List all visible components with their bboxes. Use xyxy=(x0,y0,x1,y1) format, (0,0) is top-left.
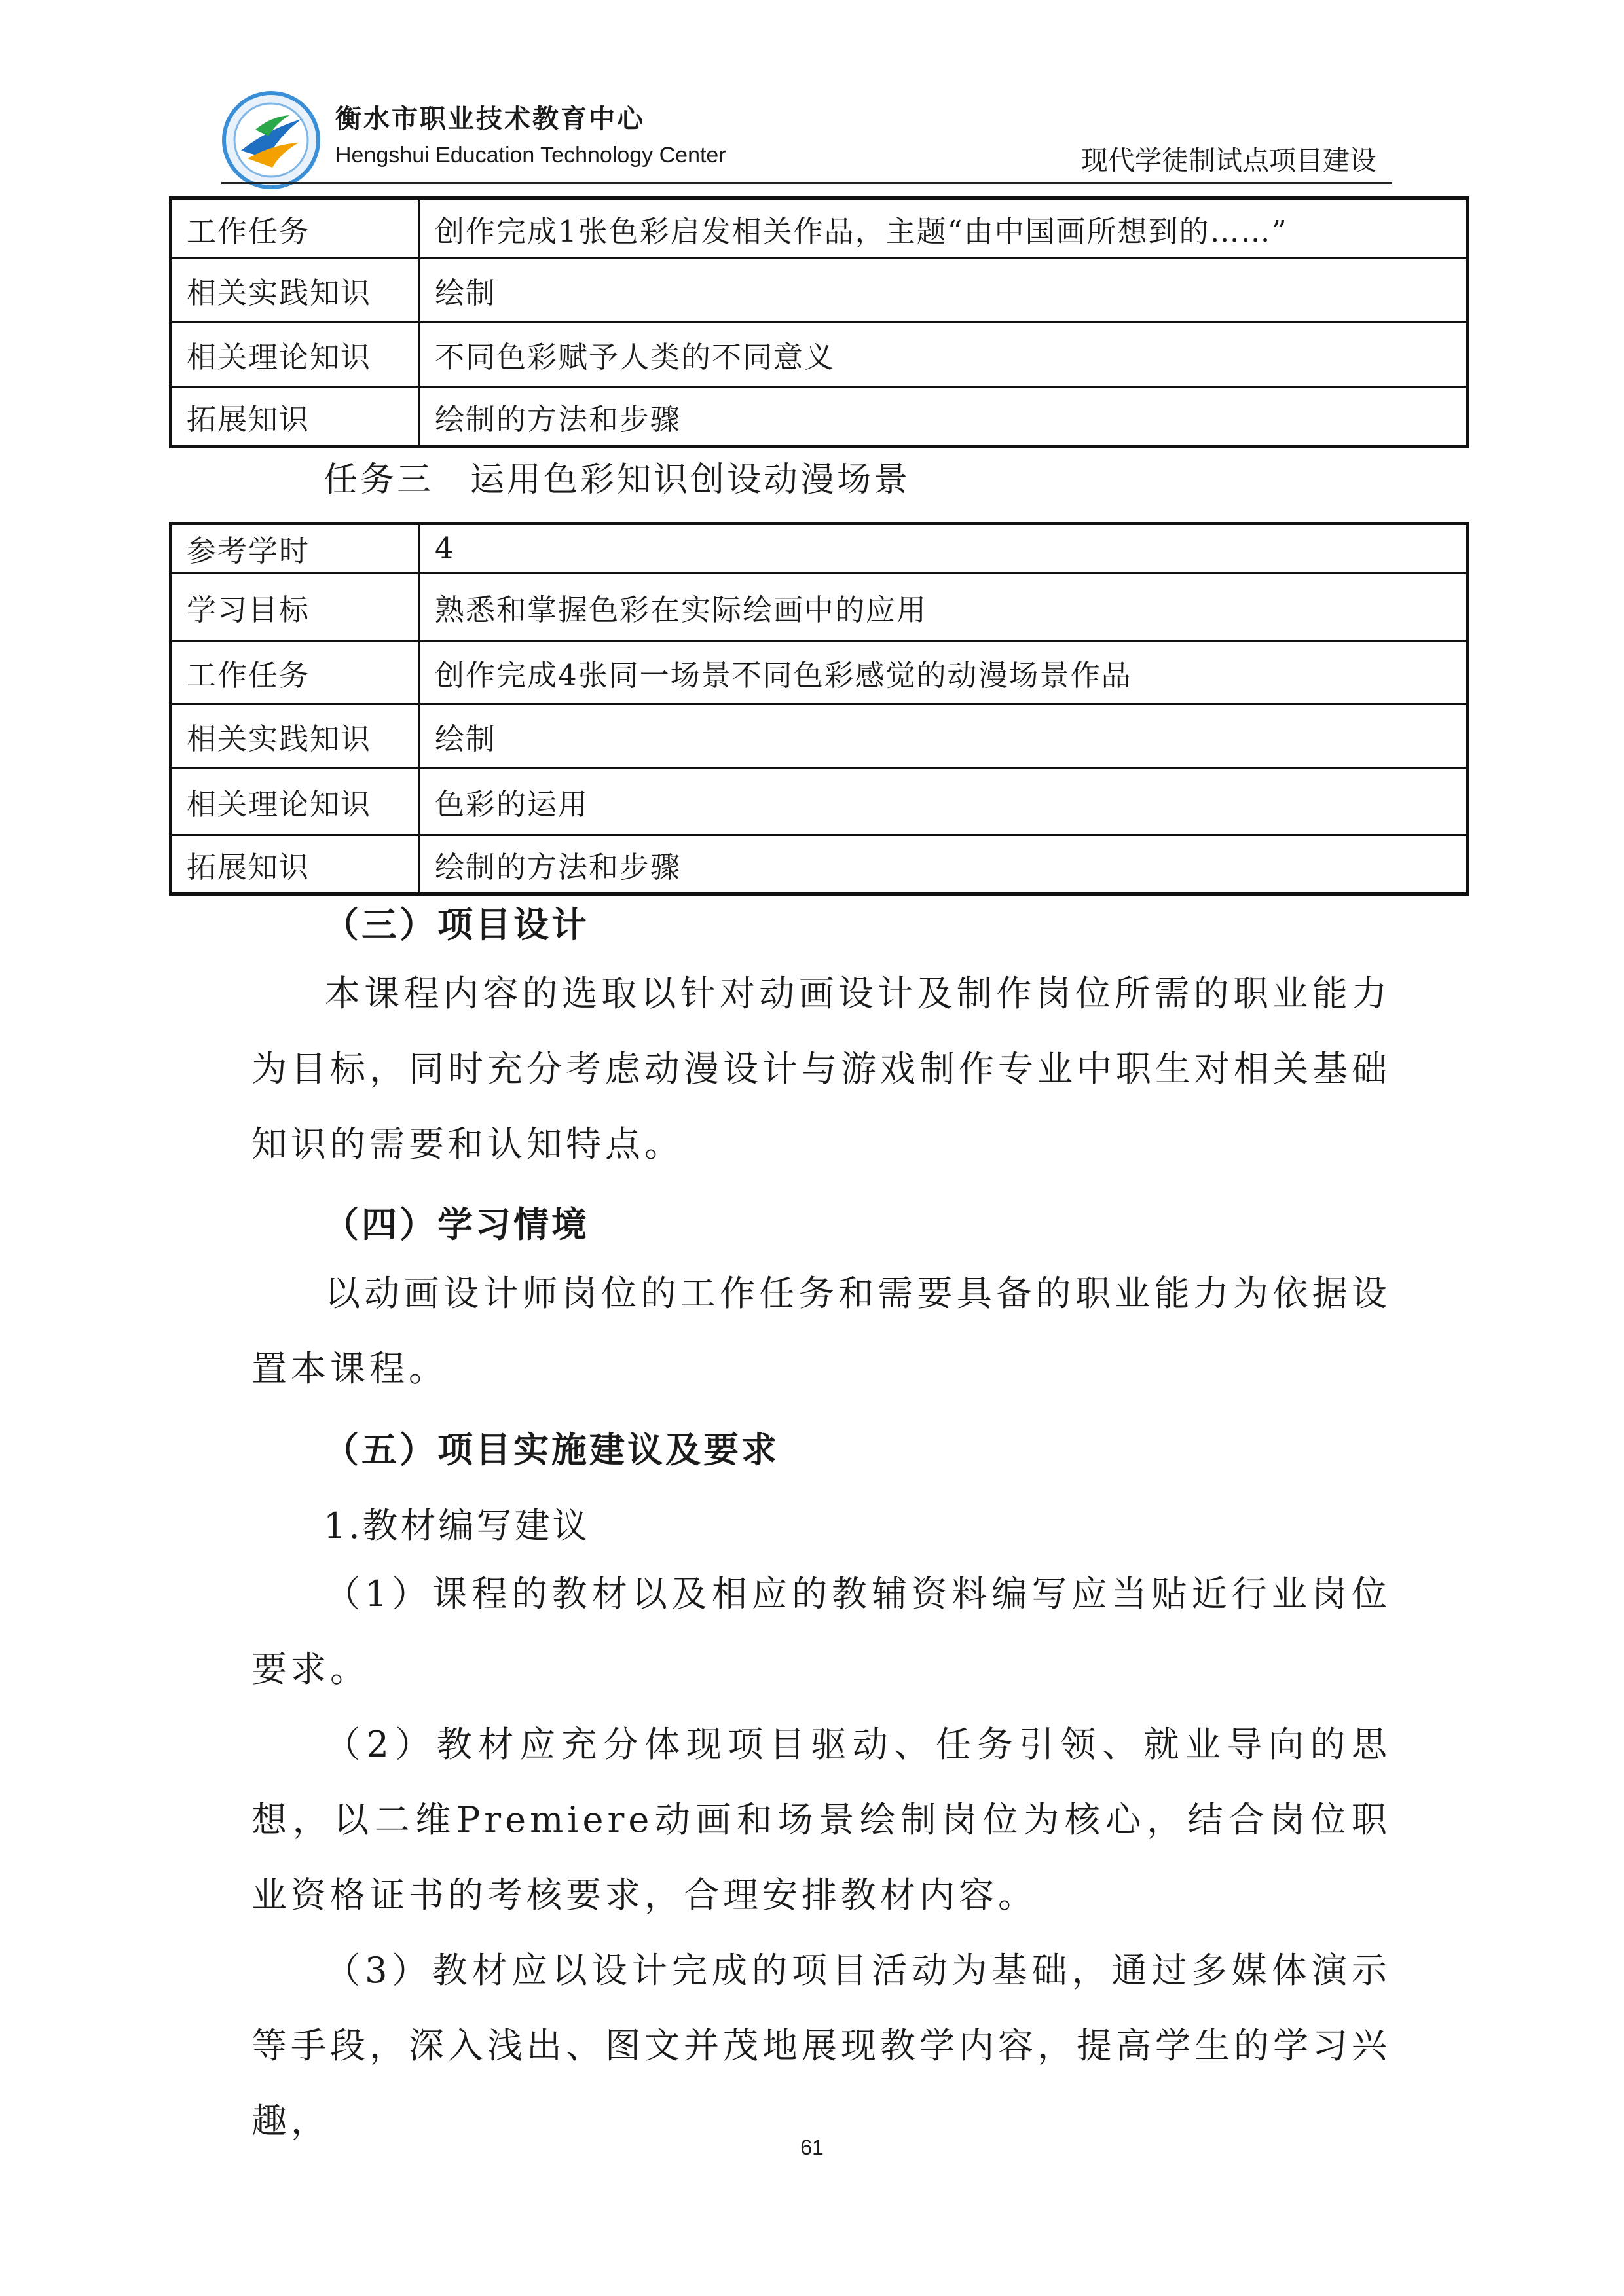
row-value: 色彩的运用 xyxy=(420,769,1468,835)
row-label: 拓展知识 xyxy=(171,387,420,447)
row-label: 工作任务 xyxy=(171,198,420,259)
header-divider xyxy=(221,182,1392,184)
section-5-item-2: （2）教材应充分体现项目驱动、任务引领、就业导向的思想，以二维Premiere动画和场景绘制岗位为核心，结合岗位职业资格证书的考核要求，合理安排教材内容。 xyxy=(251,1724,1391,1916)
row-value: 绘制的方法和步骤 xyxy=(420,387,1468,447)
doc-title: 现代学徒制试点项目建设 xyxy=(1081,145,1376,176)
section-5-title: （五）项目实施建议及要求 xyxy=(323,1429,779,1470)
row-label: 相关理论知识 xyxy=(171,769,420,835)
row-value: 不同色彩赋予人类的不同意义 xyxy=(420,323,1468,387)
page-header xyxy=(0,0,1624,190)
row-label: 相关实践知识 xyxy=(171,704,420,769)
row-label: 工作任务 xyxy=(171,642,420,704)
section-5-item-3: （3）教材应以设计完成的项目活动为基础，通过多媒体演示等手段，深入浅出、图文并茂地展现教学内容，提高学生的学习兴趣， xyxy=(251,1950,1391,2141)
row-label: 学习目标 xyxy=(171,573,420,642)
org-name-en: Hengshui Education Technology Center xyxy=(335,143,726,168)
row-label: 拓展知识 xyxy=(171,835,420,894)
table-row xyxy=(171,573,1468,642)
row-value: 绘制的方法和步骤 xyxy=(420,835,1468,894)
row-value: 创作完成4张同一场景不同色彩感觉的动漫场景作品 xyxy=(420,642,1468,704)
section-5-subheading: 1.教材编写建议 xyxy=(323,1505,591,1546)
row-label: 相关理论知识 xyxy=(171,323,420,387)
section-3-text: 本课程内容的选取以针对动画设计及制作岗位所需的职业能力为目标，同时充分考虑动漫设计与游戏制作专业中职生对相关基础知识的需要和认知特点。 xyxy=(251,973,1391,1165)
row-value: 创作完成1张色彩启发相关作品，主题“由中国画所想到的……” xyxy=(420,198,1468,259)
table-row xyxy=(171,323,1468,387)
section-5-item-1: （1）课程的教材以及相应的教辅资料编写应当贴近行业岗位要求。 xyxy=(251,1573,1391,1690)
section-3-title: （三）项目设计 xyxy=(323,904,589,945)
table-row xyxy=(171,524,1468,573)
row-value: 4 xyxy=(420,524,1468,573)
row-value: 绘制 xyxy=(420,259,1468,323)
task-table-2 xyxy=(169,522,1469,896)
table-row xyxy=(171,835,1468,894)
table-row xyxy=(171,259,1468,323)
task-table-1 xyxy=(169,196,1469,448)
table-row xyxy=(171,704,1468,769)
org-name-cn: 衡水市职业技术教育中心 xyxy=(335,104,645,134)
row-value: 绘制 xyxy=(420,704,1468,769)
row-label: 参考学时 xyxy=(171,524,420,573)
school-logo-icon xyxy=(221,90,321,190)
table-row xyxy=(171,198,1468,259)
row-label: 相关实践知识 xyxy=(171,259,420,323)
section-4-text: 以动画设计师岗位的工作任务和需要具备的职业能力为依据设置本课程。 xyxy=(251,1273,1391,1389)
task-3-heading: 任务三 运用色彩知识创设动漫场景 xyxy=(323,460,911,500)
row-value: 熟悉和掌握色彩在实际绘画中的应用 xyxy=(420,573,1468,642)
table-row xyxy=(171,769,1468,835)
table-row xyxy=(171,642,1468,704)
table-row xyxy=(171,387,1468,447)
section-4-title: （四）学习情境 xyxy=(323,1204,589,1245)
page-number: 61 xyxy=(800,2136,824,2159)
